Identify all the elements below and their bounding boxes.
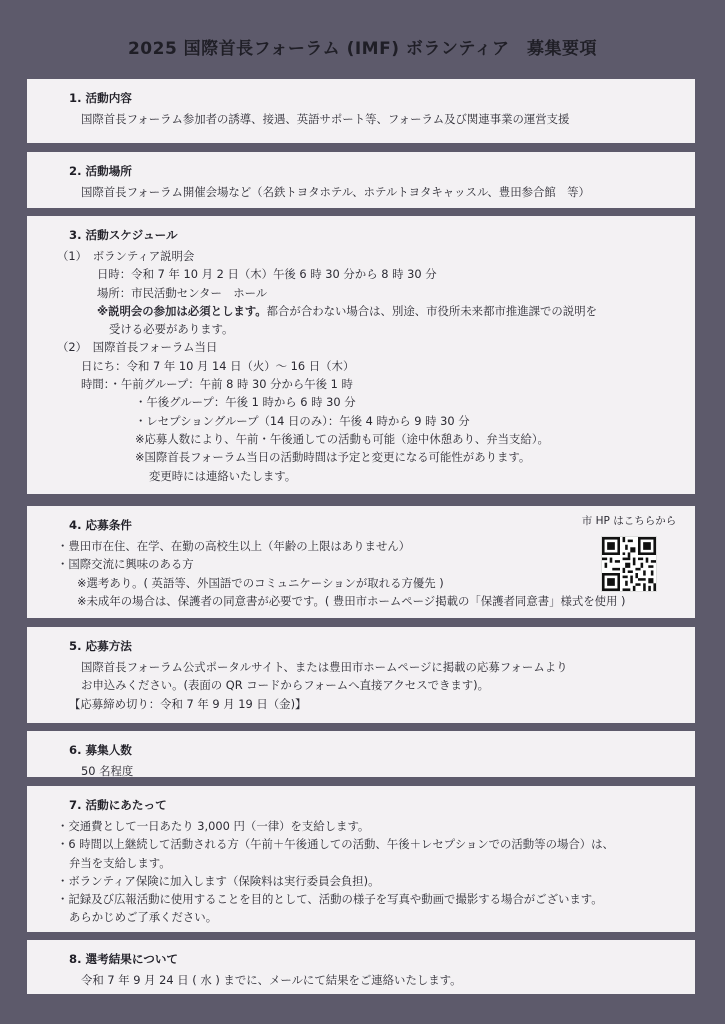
city-hp-qr-block <box>579 514 679 592</box>
forum-time-morning: 時間：・午前グループ：午前 8 時 30 分から午後 1 時 <box>81 377 353 392</box>
schedule-item-briefing: （1） ボランティア説明会 <box>57 249 195 263</box>
forum-note-1: ※応募人数により、午前・午後通しての活動も可能（途中休憩あり、弁当支給）。 <box>135 431 549 446</box>
section-heading: 6. 募集人数 <box>69 743 132 757</box>
note-line-4: ・記録及び広報活動に使用することを目的として、活動の様子を写真や動画で撮影する場合がございます。 <box>57 892 603 907</box>
page-title: 2025 国際首長フォーラム (IMF) ボランティア 募集要項 <box>127 39 598 59</box>
qr-code-icon[interactable] <box>601 536 657 592</box>
qr-code-graphic <box>602 537 656 591</box>
section-activity-schedule <box>27 216 695 494</box>
section-heading: 4. 応募条件 <box>69 518 132 532</box>
eligibility-line-1: ・豊田市在住、在学、在勤の高校生以上（年齢の上限はありません） <box>57 539 411 553</box>
section-notes <box>27 786 695 932</box>
note-line-2b: 弁当を支給します。 <box>69 855 171 870</box>
section-text: 国際首長フォーラム参加者の誘導、接遇、英語サポート等、フォーラム及び関連事業の運営支援 <box>81 112 570 126</box>
schedule-item-forum-day: （2） 国際首長フォーラム当日 <box>57 340 218 355</box>
forum-time-reception: ・レセプショングループ（14 日のみ）：午後 4 時から 9 時 30 分 <box>135 413 470 428</box>
section-recruitment-number <box>27 731 695 777</box>
recruitment-number: 50 名程度 <box>81 764 134 778</box>
note-line-1: ・交通費として一日あたり 3,000 円（一律）を支給します。 <box>57 819 370 833</box>
section-heading: 2. 活動場所 <box>69 164 132 178</box>
section-eligibility <box>27 506 695 618</box>
section-application-method <box>27 627 695 723</box>
note-line-4b: あらかじめご了承ください。 <box>69 910 218 925</box>
section-activity-location <box>27 152 695 208</box>
section-heading: 3. 活動スケジュール <box>69 228 178 242</box>
forum-time-afternoon: ・午後グループ：午後 1 時から 6 時 30 分 <box>135 395 356 410</box>
note-line-2: ・6 時間以上継続して活動される方（午前＋午後通しての活動、午後＋レセプションでの活動等の場合）は、 <box>57 837 614 852</box>
section-heading: 5. 応募方法 <box>69 639 132 653</box>
briefing-note <box>69 302 681 320</box>
method-line-2: お申込みください。(表面の QR コードからフォームへ直接アクセスできます)。 <box>81 678 489 693</box>
section-heading: 7. 活動にあたって <box>69 798 167 812</box>
briefing-note-rest: 都合が合わない場合は、別途、市役所未来都市推進課での説明を <box>266 303 597 318</box>
note-line-3: ・ボランティア保険に加入します（保険料は実行委員会負担)。 <box>57 873 380 888</box>
section-selection-results <box>27 940 695 994</box>
forum-note-3: 変更時には連絡いたします。 <box>149 468 297 483</box>
eligibility-line-2: ・国際交流に興味のある方 <box>57 557 194 572</box>
selection-results-text: 令和 7 年 9 月 24 日 ( 水 ) までに、メールにて結果をご連絡いたします。 <box>81 973 462 987</box>
qr-label: 市 HP はこちらから <box>581 515 677 527</box>
forum-note-2: ※国際首長フォーラム当日の活動時間は予定と変更になる可能性があります。 <box>135 450 531 465</box>
briefing-note-cont: 受ける必要があります。 <box>109 322 234 337</box>
briefing-required-note: ※説明会の参加は必須とします。 <box>97 303 267 318</box>
method-line-1: 国際首長フォーラム公式ポータルサイト、または豊田市ホームページに掲載の応募フォームより <box>81 660 568 674</box>
section-activity-content <box>27 79 695 143</box>
eligibility-note-1: ※選考あり。( 英語等、外国語でのコミュニケーションが取れる方優先 ) <box>77 575 444 590</box>
section-text: 国際首長フォーラム開催会場など（名鉄トヨタホテル、ホテルトヨタキャッスル、豊田参合館 等） <box>81 185 590 199</box>
forum-date: 日にち：令和 7 年 10 月 14 日（火）～ 16 日（木） <box>81 358 355 373</box>
eligibility-note-2: ※未成年の場合は、保護者の同意書が必要です。( 豊田市ホームページ掲載の「保護者同意書」様式を使用 ) <box>77 593 626 608</box>
application-deadline: 【応募締め切り：令和 7 年 9 月 19 日（金)】 <box>69 696 307 711</box>
briefing-place: 場所：市民活動センター ホール <box>97 285 268 300</box>
section-heading: 8. 選考結果について <box>69 952 179 966</box>
briefing-date: 日時：令和 7 年 10 月 2 日（木）午後 6 時 30 分から 8 時 30 分 <box>97 267 437 282</box>
section-heading: 1. 活動内容 <box>69 91 132 105</box>
